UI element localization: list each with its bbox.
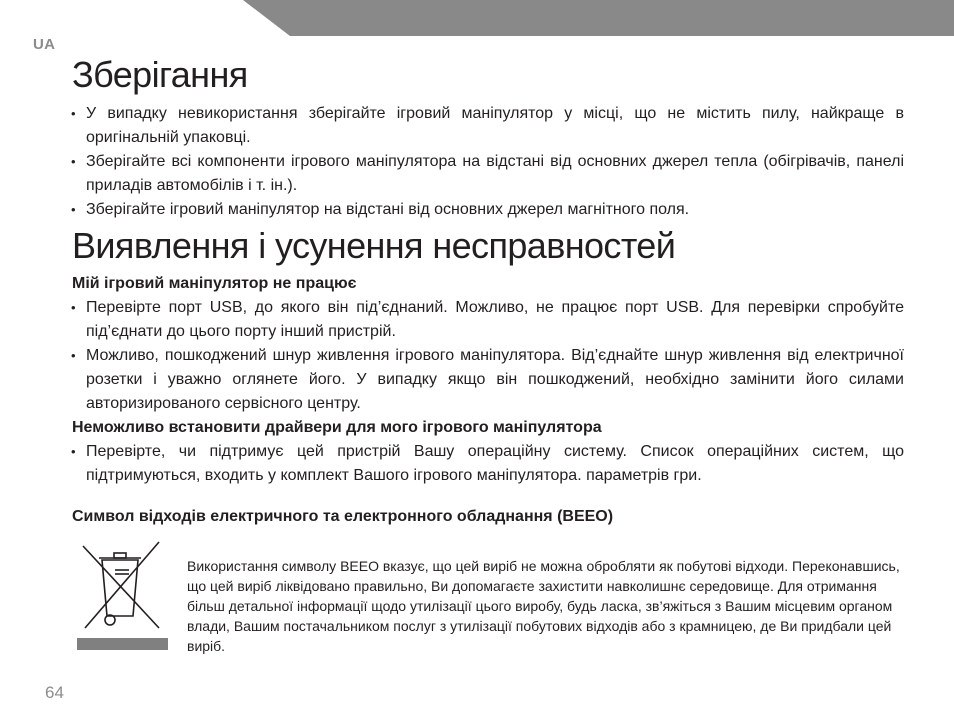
weee-block bbox=[72, 536, 904, 664]
problem-list-not-working bbox=[72, 296, 904, 416]
header-band bbox=[0, 0, 954, 36]
weee-description: Використання символу ВЕЕО вказує, що цей виріб не можна обробляти як побутові відходи. Переконавшись, що цей виріб ліквідовано правильно, Ви допомагаєте захистити навколишнє середовище. Для отримання більш детальної інформації щодо утилізації цього виробу, будь ласка, зв’яжіться з Вашим місцевим органом влади, Вашим постачальником послуг з утилізації побутових відходів або з крамницею, де Ви придбали цей виріб. bbox=[187, 558, 900, 654]
storage-item: • Зберігайте ігровий маніпулятор на відстані від основних джерел магнітного поля. bbox=[72, 198, 904, 222]
problem-list-drivers bbox=[72, 440, 904, 488]
language-tag: UA bbox=[33, 36, 56, 53]
problem-heading-drivers: Неможливо встановити драйвери для мого ігрового маніпулятора bbox=[72, 419, 602, 436]
crossed-out-wheelie-bin-icon bbox=[77, 536, 168, 650]
storage-item: • У випадку невикористання зберігайте ігровий маніпулятор у місці, що не містить пилу, найкраще в оригінальній упаковці. bbox=[72, 102, 904, 150]
weee-heading: Символ відходів електричного та електронного обладнання (ВЕЕО) bbox=[72, 508, 614, 525]
troubleshooting-item: • Можливо, пошкоджений шнур живлення ігрового маніпулятора. Від’єднайте шнур живлення від електричної розетки і уважно оглянете його. У випадку якщо він пошкоджений, необхідно замінити його силами авторизированого сервісного центру. bbox=[72, 344, 904, 416]
storage-title: Зберігання bbox=[72, 54, 248, 95]
troubleshooting-item: • Перевірте, чи підтримує цей пристрій Вашу операційну систему. Список операційних систем, що підтримуються, входить у комплект Вашого ігрового маніпулятора. параметрів гри. bbox=[72, 440, 904, 488]
page-number: 64 bbox=[45, 683, 64, 702]
troubleshooting-item: • Перевірте порт USB, до якого він під’єднаний. Можливо, не працює порт USB. Для перевірки спробуйте під’єднати до цього порту інший пристрій. bbox=[72, 296, 904, 344]
troubleshooting-title: Виявлення і усунення несправностей bbox=[72, 225, 676, 266]
page-content bbox=[72, 54, 904, 664]
storage-list bbox=[72, 102, 904, 222]
storage-item: • Зберігайте всі компоненти ігрового маніпулятора на відстані від основних джерел тепла (обігрівачів, панелі приладів автомобілів і т. ін.). bbox=[72, 150, 904, 198]
problem-heading-not-working: Мій ігровий маніпулятор не працює bbox=[72, 275, 357, 292]
